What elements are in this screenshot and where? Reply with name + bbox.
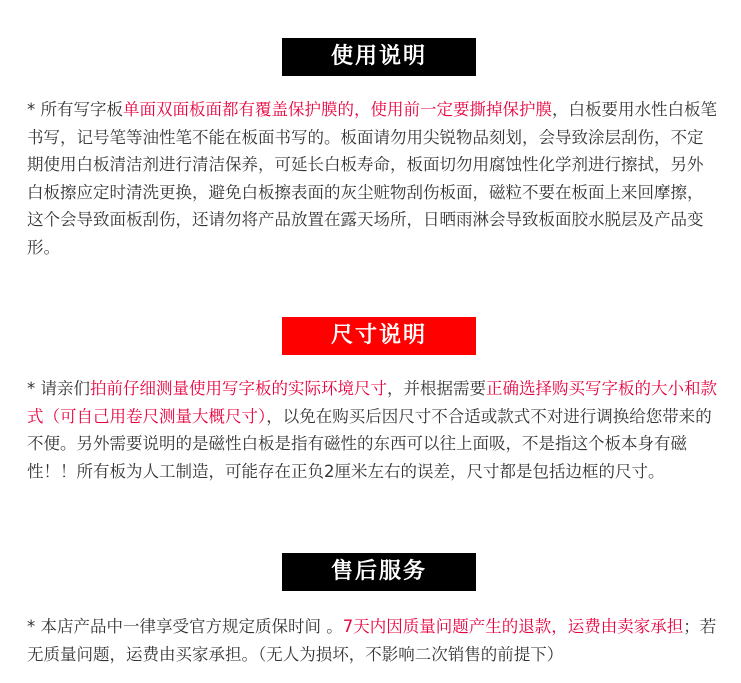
- size-text-3: ，以免在购买后因尺寸不合适或款式不对进行调换给您带来的不便。另外需要说明的是磁性白板是指有磁性的东西可以往上面吸，不是指这个板本身有磁性！！所有板为人工制造，可能存在正负2厘米左右的误差，尺寸都是包括边框的尺寸。: [27, 406, 712, 481]
- after-sales-text-1: * 本店产品中一律享受官方规定质保时间 。: [27, 617, 343, 636]
- usage-highlight-1: 单面双面板面都有覆盖保护膜的，使用前一定要撕掉保护膜: [123, 100, 552, 119]
- size-text-2: ，并根据需要: [387, 379, 486, 398]
- after-sales-text-2: ；若无质量问题，运费由买家承担。（无人为损坏，不影响二次销售的前提下）: [27, 617, 717, 664]
- section-title-after-sales: 售后服务: [282, 553, 476, 591]
- after-sales-highlight-1: 7天内因质量问题产生的退款，运费由卖家承担: [342, 617, 684, 636]
- usage-text-2: ，白板要用水性白板笔书写，记号笔等油性笔不能在板面书写的。板面请勿用尖锐物品刻划，会导致涂层刮伤，不定期使用白板清洁剂进行清洁保养，可延长白板寿命，板面切勿用腐蚀性化学剂进行擦拭，另外白板擦应定时清洗更换，避免白板擦表面的灰尘赃物刮伤板面，磁粒不要在板面上来回摩擦，这个会导致面板刮伤，还请勿将产品放置在露天场所，日晒雨淋会导致板面胶水脱层及产品变形。: [27, 100, 717, 257]
- size-highlight-2: 正确选择购买写字板的大小和款式（可自己用卷尺测量大概尺寸）: [27, 379, 717, 426]
- size-highlight-1: 拍前仔细测量使用写字板的实际环境尺寸: [90, 379, 387, 398]
- after-sales-paragraph: [27, 613, 719, 668]
- section-title-size: 尺寸说明: [282, 317, 476, 355]
- size-text-1: * 请亲们: [27, 379, 90, 398]
- size-paragraph: [27, 375, 719, 485]
- usage-paragraph: [27, 96, 719, 261]
- section-title-usage: 使用说明: [282, 38, 476, 76]
- usage-text-1: * 所有写字板: [27, 100, 123, 119]
